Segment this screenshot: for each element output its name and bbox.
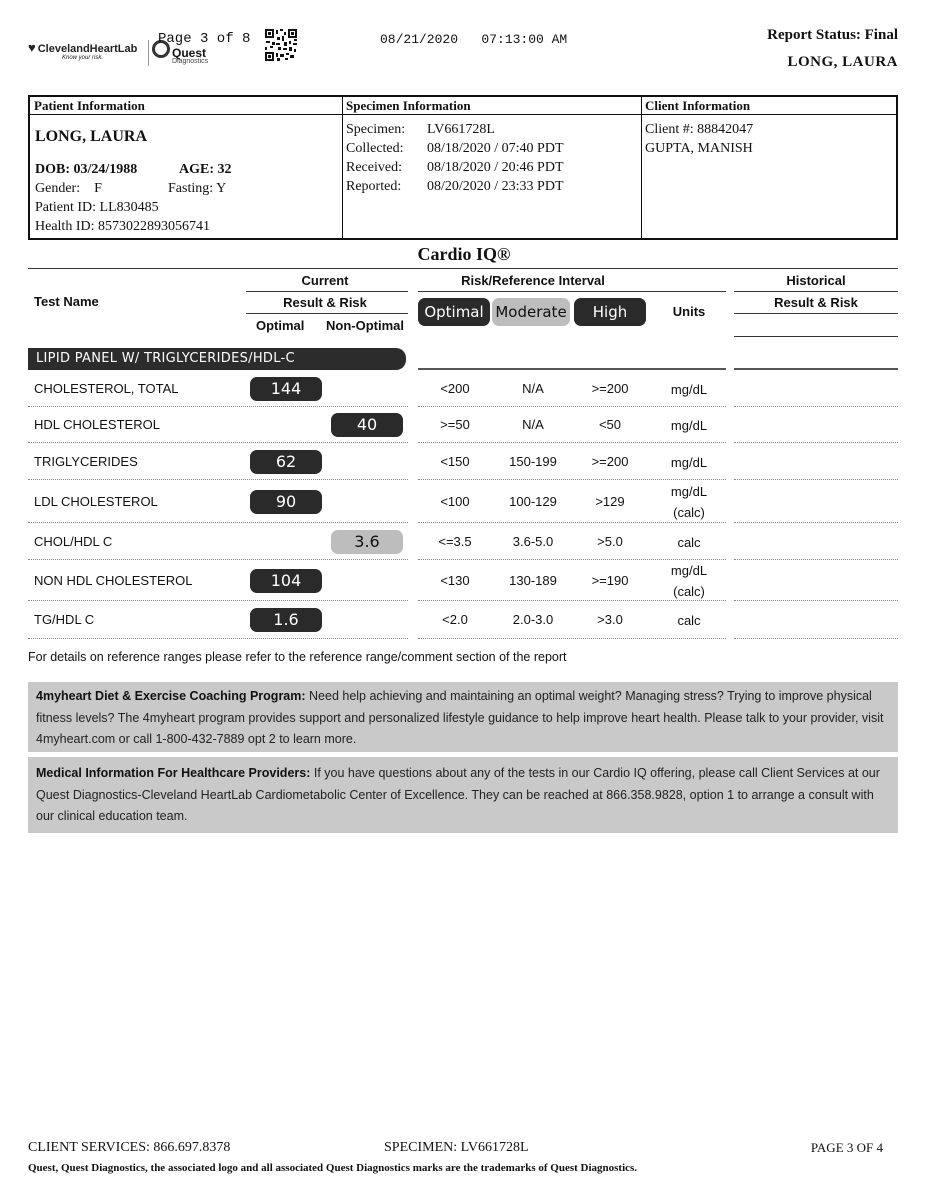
legend-high: High bbox=[574, 298, 646, 326]
test-name: HDL CHOLESTEROL bbox=[34, 417, 160, 432]
col-units: Units bbox=[672, 304, 706, 319]
rule bbox=[418, 368, 726, 370]
footer-specimen: SPECIMEN: LV661728L bbox=[384, 1140, 529, 1155]
test-name: CHOL/HDL C bbox=[34, 533, 113, 549]
patient-age: AGE: 32 bbox=[179, 162, 232, 177]
specimen-info-heading: Specimen Information bbox=[342, 97, 641, 115]
range-optimal: <130 bbox=[440, 572, 470, 588]
range-moderate: 150-199 bbox=[509, 453, 557, 469]
row-divider bbox=[28, 442, 408, 443]
header-patient-name: LONG, LAURA bbox=[787, 54, 898, 70]
rule bbox=[734, 368, 898, 370]
units: mg/dL bbox=[670, 418, 708, 433]
medical-info-title: Medical Information For Healthcare Providers: bbox=[36, 766, 311, 780]
coaching-title: 4myheart Diet & Exercise Coaching Program: bbox=[36, 689, 306, 703]
range-high: >=200 bbox=[591, 381, 629, 396]
units: mg/dL bbox=[670, 454, 708, 470]
result-value: 144 bbox=[250, 377, 322, 401]
clevelandheartlab-logo: ♥ ClevelandHeartLab Know your risk. bbox=[28, 40, 138, 61]
col-non-optimal: Non-Optimal bbox=[326, 318, 404, 333]
reported-value: 08/20/2020 / 23:33 PDT bbox=[427, 179, 564, 194]
rule bbox=[734, 313, 898, 314]
row-divider bbox=[28, 559, 408, 560]
patient-info-heading: Patient Information bbox=[30, 97, 342, 115]
panel-title: Cardio IQ® bbox=[417, 244, 511, 264]
units: mg/dL bbox=[670, 382, 708, 397]
range-high: >5.0 bbox=[597, 533, 623, 549]
rule bbox=[734, 291, 898, 292]
col-historical: Historical bbox=[786, 273, 846, 288]
range-high: >=190 bbox=[591, 572, 629, 588]
col-test-name: Test Name bbox=[34, 294, 99, 309]
row-divider bbox=[418, 638, 726, 639]
client-info-heading: Client Information bbox=[641, 97, 896, 115]
result-value: 40 bbox=[331, 413, 403, 437]
logo-divider bbox=[148, 40, 149, 66]
patient-name: LONG, LAURA bbox=[35, 128, 148, 145]
report-status: Report Status: Final bbox=[767, 27, 898, 43]
legend-moderate: Moderate bbox=[492, 298, 570, 326]
page-indicator: Page 3 of 8 bbox=[158, 31, 251, 47]
range-high: >3.0 bbox=[597, 612, 623, 627]
range-moderate: 130-189 bbox=[509, 572, 557, 588]
patient-fasting: Fasting: Y bbox=[168, 181, 227, 196]
patient-dob: DOB: 03/24/1988 bbox=[35, 162, 138, 177]
test-name: CHOLESTEROL, TOTAL bbox=[34, 381, 179, 396]
quest-logo-sub: Diagnostics bbox=[172, 58, 209, 65]
range-optimal: <200 bbox=[440, 381, 470, 396]
test-name: NON HDL CHOLESTEROL bbox=[34, 572, 193, 588]
range-optimal: >=50 bbox=[440, 417, 470, 432]
received-value: 08/18/2020 / 20:46 PDT bbox=[427, 160, 564, 175]
rule bbox=[28, 268, 898, 269]
row-divider bbox=[28, 522, 408, 523]
test-name: TRIGLYCERIDES bbox=[34, 453, 138, 469]
client-info bbox=[641, 97, 896, 238]
row-divider bbox=[28, 406, 408, 407]
row-divider bbox=[734, 479, 898, 480]
row-divider bbox=[734, 559, 898, 560]
range-moderate: N/A bbox=[522, 381, 544, 396]
row-divider bbox=[28, 479, 408, 480]
test-name: LDL CHOLESTEROL bbox=[34, 493, 158, 509]
coaching-text: Need help achieving and maintaining an optimal weight? Managing stress? Trying to improve physical fitness levels? The 4myheart program provides support and personalized lifestyle guidance to help improve heart health. Please talk to your provider, visit 4myheart.com or call 1-800-432-7889 opt 2 to learn more. bbox=[36, 689, 884, 746]
health-id: Health ID: 8573022893056741 bbox=[35, 219, 210, 234]
specimen-info bbox=[342, 97, 642, 238]
footer-trademark: Quest, Quest Diagnostics, the associated logo and all associated Quest Diagnostics marks are the trademarks of Quest Diagnostics. bbox=[28, 1162, 638, 1174]
row-divider bbox=[418, 600, 726, 601]
range-optimal: <100 bbox=[440, 493, 470, 509]
range-high: <50 bbox=[598, 417, 622, 432]
row-divider bbox=[734, 522, 898, 523]
result-value: 1.6 bbox=[250, 608, 322, 632]
units-note: (calc) bbox=[673, 504, 705, 520]
specimen-label: Specimen: bbox=[346, 122, 406, 137]
row-divider bbox=[734, 406, 898, 407]
range-moderate: 100-129 bbox=[509, 493, 557, 509]
col-optimal: Optimal bbox=[256, 318, 305, 333]
row-divider bbox=[418, 442, 726, 443]
rule bbox=[734, 336, 898, 337]
result-value: 3.6 bbox=[331, 530, 403, 554]
row-divider bbox=[28, 600, 408, 601]
range-moderate: 2.0-3.0 bbox=[512, 612, 554, 627]
result-value: 62 bbox=[250, 450, 322, 474]
range-optimal: <2.0 bbox=[442, 612, 468, 627]
col-hist-result-risk: Result & Risk bbox=[774, 295, 858, 310]
row-divider bbox=[28, 638, 408, 639]
test-name: TG/HDL C bbox=[34, 612, 95, 627]
range-high: >=200 bbox=[591, 453, 629, 469]
range-optimal: <=3.5 bbox=[438, 533, 472, 549]
reference-footnote: For details on reference ranges please refer to the reference range/comment section of the report bbox=[28, 650, 567, 664]
row-divider bbox=[734, 442, 898, 443]
units: calc bbox=[677, 613, 701, 628]
row-divider bbox=[734, 638, 898, 639]
range-high: >129 bbox=[595, 493, 625, 509]
client-physician: GUPTA, MANISH bbox=[645, 141, 753, 156]
rule bbox=[246, 313, 408, 314]
legend-optimal: Optimal bbox=[418, 298, 490, 326]
row-divider bbox=[418, 522, 726, 523]
col-result-risk: Result & Risk bbox=[283, 295, 367, 310]
collected-value: 08/18/2020 / 07:40 PDT bbox=[427, 141, 564, 156]
units: calc bbox=[677, 534, 701, 550]
coaching-note bbox=[28, 682, 898, 752]
range-moderate: N/A bbox=[522, 417, 544, 432]
col-current: Current bbox=[301, 273, 349, 288]
qr-code-icon bbox=[264, 28, 298, 62]
specimen-value: LV661728L bbox=[427, 122, 495, 137]
units-note: (calc) bbox=[673, 583, 705, 599]
rule bbox=[418, 291, 726, 292]
received-label: Received: bbox=[346, 160, 402, 175]
footer-client-services: CLIENT SERVICES: 866.697.8378 bbox=[28, 1140, 231, 1155]
quest-logo: Quest bbox=[172, 46, 207, 60]
client-number: Client #: 88842047 bbox=[645, 122, 754, 137]
result-value: 104 bbox=[250, 569, 322, 593]
result-value: 90 bbox=[250, 490, 322, 514]
medical-info-text: If you have questions about any of the tests in our Cardio IQ offering, please call Client Services at our Quest Diagnostics-Cleveland HeartLab Cardiometabolic Center of Excellence. They can be reached at 866.358.9828, option 1 to arrange a consult with our clinical education team. bbox=[36, 766, 880, 823]
section-header: LIPID PANEL W/ TRIGLYCERIDES/HDL-C bbox=[28, 348, 406, 370]
heart-icon: ♥ bbox=[28, 40, 36, 55]
patient-gender: Gender: F bbox=[35, 181, 102, 196]
collected-label: Collected: bbox=[346, 141, 404, 156]
report-datetime: 08/21/2020 07:13:00 AM bbox=[380, 32, 568, 47]
row-divider bbox=[734, 600, 898, 601]
patient-info bbox=[30, 97, 343, 238]
rule bbox=[246, 291, 408, 292]
logo-tagline: Know your risk. bbox=[62, 55, 104, 61]
medical-info-note bbox=[28, 757, 898, 833]
info-table bbox=[28, 95, 898, 240]
row-divider bbox=[418, 406, 726, 407]
patient-id: Patient ID: LL830485 bbox=[35, 200, 159, 215]
range-optimal: <150 bbox=[440, 453, 470, 469]
footer-page: PAGE 3 OF 4 bbox=[810, 1140, 883, 1155]
range-moderate: 3.6-5.0 bbox=[512, 533, 554, 549]
units: mg/dL bbox=[670, 483, 708, 499]
reported-label: Reported: bbox=[346, 179, 402, 194]
col-risk-interval: Risk/Reference Interval bbox=[461, 273, 605, 288]
units: mg/dL bbox=[670, 562, 708, 578]
